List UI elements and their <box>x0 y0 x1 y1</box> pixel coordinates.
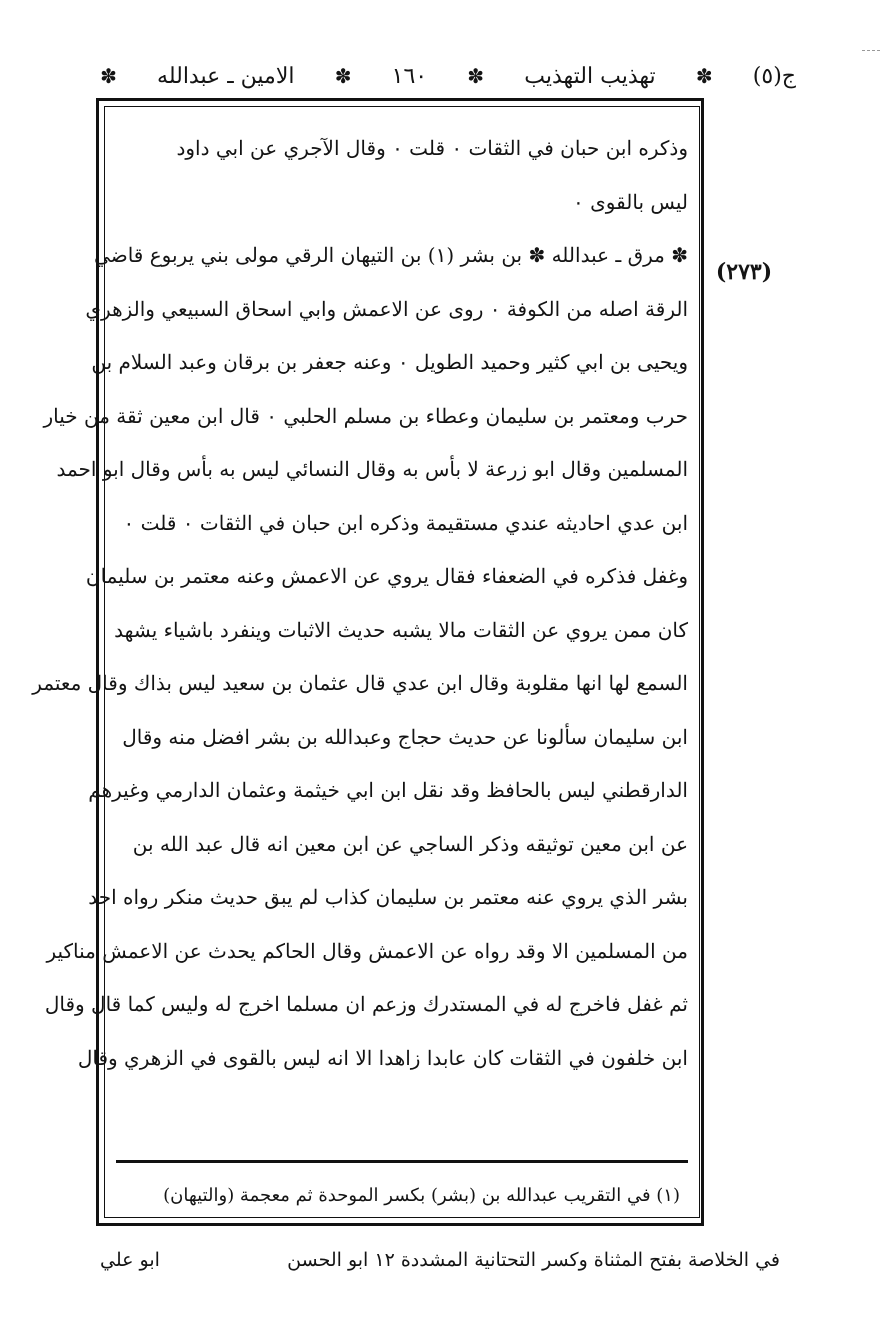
text-line: بشر الذي يروي عنه معتمر بن سليمان كذاب لم يبق حديث منكر رواه احد <box>88 885 688 909</box>
page-footer <box>100 1238 780 1282</box>
text-line: عن ابن معين توثيقه وذكر الساجي عن ابن معين انه قال عبد الله بن <box>132 831 688 856</box>
text-line: وغفل فذكره في الضعفاء فقال يروي عن الاعمش وعنه معتمر بن سليمان <box>85 564 688 588</box>
text-line: ✽ مرق ـ عبدالله ✽ بن بشر (١) بن التيهان الرقي مولى بني يربوع قاضي <box>94 243 688 267</box>
text-line: حرب ومعتمر بن سليمان وعطاء بن مسلم الحلبي ٠ قال ابن معين ثقة من خيار <box>43 403 688 428</box>
footer-left-text: ابو علي <box>100 1249 160 1271</box>
text-line: ليس بالقوى ٠ <box>573 189 688 214</box>
text-line: المسلمين وقال ابو زرعة لا بأس به وقال النسائي ليس به بأس وقال ابو احمد <box>56 457 688 481</box>
ornament-icon: ✽ <box>100 64 117 88</box>
running-head: الامين ـ عبدالله <box>157 63 295 89</box>
text-line: ابن خلفون في الثقات كان عابدا زاهدا الا انه ليس بالقوى في الزهري وقال <box>77 1045 688 1070</box>
text-line: ويحيى بن ابي كثير وحميد الطويل ٠ وعنه جعفر بن برقان وعبد السلام بن <box>91 350 688 374</box>
margin-mark <box>862 50 880 51</box>
footer-right-text: في الخلاصة بفتح المثناة وكسر التحتانية المشددة ١٢ ابو الحسن <box>287 1249 780 1271</box>
volume-number: ج(٥) <box>752 63 796 89</box>
text-line: ابن سليمان سألونا عن حديث حجاج وعبدالله بن بشر افضل منه وقال <box>122 724 688 749</box>
text-line: كان ممن يروي عن الثقات مالا يشبه حديث الاثبات وينفرد باشياء يشهد <box>114 617 688 642</box>
text-line: وذكره ابن حبان في الثقات ٠ قلت ٠ وقال الآجري عن ابي داود <box>176 136 688 160</box>
footnote: (١) في التقريب عبدالله بن (بشر) بكسر الموحدة ثم معجمة (والتيهان) <box>163 1185 680 1206</box>
page-header <box>96 56 796 96</box>
ornament-icon: ✽ <box>467 64 485 88</box>
text-line: الرقة اصله من الكوفة ٠ روى عن الاعمش وابي اسحاق السبيعي والزهري <box>85 296 688 321</box>
text-line: ابن عدي احاديثه عندي مستقيمة وذكره ابن حبان في الثقات ٠ قلت ٠ <box>123 510 688 535</box>
ornament-icon: ✽ <box>695 64 713 88</box>
footnote-rule <box>116 1160 688 1163</box>
text-line: الدارقطني ليس بالحافظ وقد نقل ابن ابي خيثمة وعثمان الدارمي وغيرهم <box>88 778 688 802</box>
text-line: ثم غفل فاخرج له في المستدرك وزعم ان مسلما اخرج له وليس كما قال وقال <box>44 992 688 1016</box>
ornament-icon: ✽ <box>334 64 352 88</box>
text-line: السمع لها انها مقلوبة وقال ابن عدي قال عثمان بن سعيد ليس بذاك وقال معتمر <box>32 671 688 695</box>
main-text <box>32 122 688 1085</box>
text-line: من المسلمين الا وقد رواه عن الاعمش وقال الحاكم يحدث عن الاعمش مناكير <box>46 938 688 963</box>
book-title: تهذيب التهذيب <box>524 63 656 89</box>
page-number: ١٦٠ <box>391 63 428 89</box>
entry-number: (٢٧٣) <box>715 259 773 285</box>
